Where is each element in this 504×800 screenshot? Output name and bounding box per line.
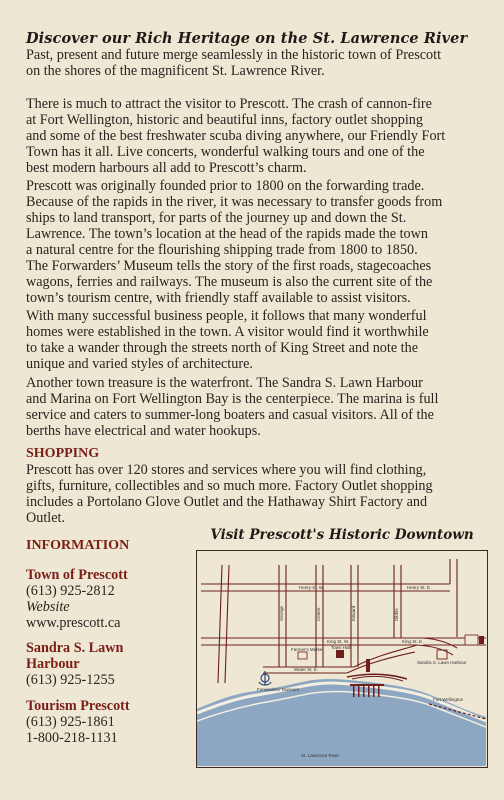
contact-phone: (613) 925-1861: [26, 714, 115, 730]
contact-name: Sandra S. Lawn: [26, 640, 124, 656]
label-henry-st-e: Henry St. E.: [407, 585, 432, 590]
highway-sign-icon: [465, 635, 484, 645]
contact-phone: (613) 925-1255: [26, 672, 115, 688]
website-link[interactable]: www.prescott.ca: [26, 615, 121, 631]
text-line: gifts, furniture, collectibles and so much more. Factory Outlet shopping: [26, 478, 433, 494]
paragraph-waterfront: [26, 375, 488, 439]
label-farmers-market: Farmer's Market: [291, 647, 324, 652]
text-line: Another town treasure is the waterfront. The Sandra S. Lawn Harbour: [26, 375, 423, 391]
text-line: Prescott was originally founded prior to 1800 on the forwarding trade.: [26, 178, 425, 194]
text-line: There is much to attract the visitor to Prescott. The crash of cannon-fire: [26, 96, 432, 112]
paragraph-shopping: [26, 462, 488, 526]
contact-town-of-prescott: [26, 567, 186, 631]
text-line: best modern harbours all add to Prescott’s charm.: [26, 160, 307, 176]
paragraph-history: [26, 178, 488, 306]
label-centre: Centre: [316, 607, 321, 621]
contact-harbour: [26, 640, 186, 688]
label-edward: Edward: [351, 605, 356, 621]
text-line: wagons, ferries and railways. The museum is also the current site of the: [26, 274, 433, 290]
text-line: town’s tourism centre, with friendly staff available to assist visitors.: [26, 290, 411, 306]
text-line: Town has it all. Live concerts, wonderful walking tours and one of the: [26, 144, 425, 160]
text-line: on the shores of the magnificent St. Lawrence River.: [26, 63, 325, 79]
text-line: With many successful business people, it follows that many wonderful: [26, 308, 427, 324]
shopping-heading: SHOPPING: [26, 446, 100, 461]
label-harbour: Sandra S. Lawn Harbour: [417, 660, 467, 665]
label-museum: Forwarders' Museum: [257, 687, 300, 692]
label-town-hall: Town Hall: [331, 645, 351, 650]
label-st-lawrence-river: St. Lawrence River: [301, 753, 340, 758]
label-water-st-e: Water St. E.: [294, 667, 319, 672]
text-line: Outlet.: [26, 510, 66, 526]
contact-name: Harbour: [26, 656, 80, 672]
label-dibble: Dibble: [394, 608, 399, 621]
page-heading: Discover our Rich Heritage on the St. Lawrence River: [26, 30, 468, 47]
contact-tourism: [26, 698, 186, 746]
contact-name: Tourism Prescott: [26, 698, 130, 714]
contact-name: Town of Prescott: [26, 567, 128, 583]
map-title: Visit Prescott's Historic Downtown: [210, 527, 474, 543]
text-line: Lawrence. The town’s location at the head of the rapids made the town: [26, 226, 428, 242]
website-label: Website: [26, 599, 70, 615]
text-line: and Marina on Fort Wellington Bay is the centerpiece. The marina is full: [26, 391, 439, 407]
text-line: ships to land transport, for parts of the journey up and down the St.: [26, 210, 407, 226]
label-king-st-w: King St. W.: [327, 639, 350, 644]
label-henry-st-w: Henry St. W.: [299, 585, 325, 590]
text-line: includes a Portolano Glove Outlet and the Hathaway Shirt Factory and: [26, 494, 428, 510]
label-george: George: [279, 605, 284, 621]
information-heading: INFORMATION: [26, 538, 130, 553]
text-line: Prescott has over 120 stores and services where you will find clothing,: [26, 462, 427, 478]
text-line: unique and varied styles of architecture.: [26, 356, 253, 372]
downtown-map: [196, 550, 488, 768]
text-line: berths have electrical and water hookups.: [26, 423, 261, 439]
contact-tollfree: 1-800-218-1131: [26, 730, 118, 746]
farmers-market-marker: [298, 652, 307, 659]
text-line: Past, present and future merge seamlessly in the historic town of Prescott: [26, 47, 442, 63]
text-line: Because of the rapids in the river, it was necessary to transfer goods from: [26, 194, 443, 210]
paragraph-attractions: [26, 96, 488, 176]
town-hall-marker: [336, 650, 344, 658]
text-line: and some of the best freshwater scuba diving anywhere, our Friendly Fort: [26, 128, 446, 144]
label-fort-wellington: Fort Wellington: [433, 697, 464, 702]
contact-phone: (613) 925-2812: [26, 583, 115, 599]
text-line: service and caters to summer-long boaters and casual visitors. All of the: [26, 407, 434, 423]
text-line: a natural centre for the flourishing shipping trade from 1800 to 1850.: [26, 242, 418, 258]
text-line: at Fort Wellington, historic and beautiful inns, factory outlet shopping: [26, 112, 423, 128]
paragraph-intro: [26, 47, 488, 79]
paragraph-architecture: [26, 308, 488, 372]
text-line: homes were established in the town. A visitor would find it worthwhile: [26, 324, 429, 340]
map-svg: [197, 551, 486, 766]
text-line: to take a wander through the streets north of King Street and note the: [26, 340, 419, 356]
text-line: The Forwarders’ Museum tells the story of the first roads, stagecoaches: [26, 258, 432, 274]
label-king-st-e: King St. E.: [402, 639, 424, 644]
